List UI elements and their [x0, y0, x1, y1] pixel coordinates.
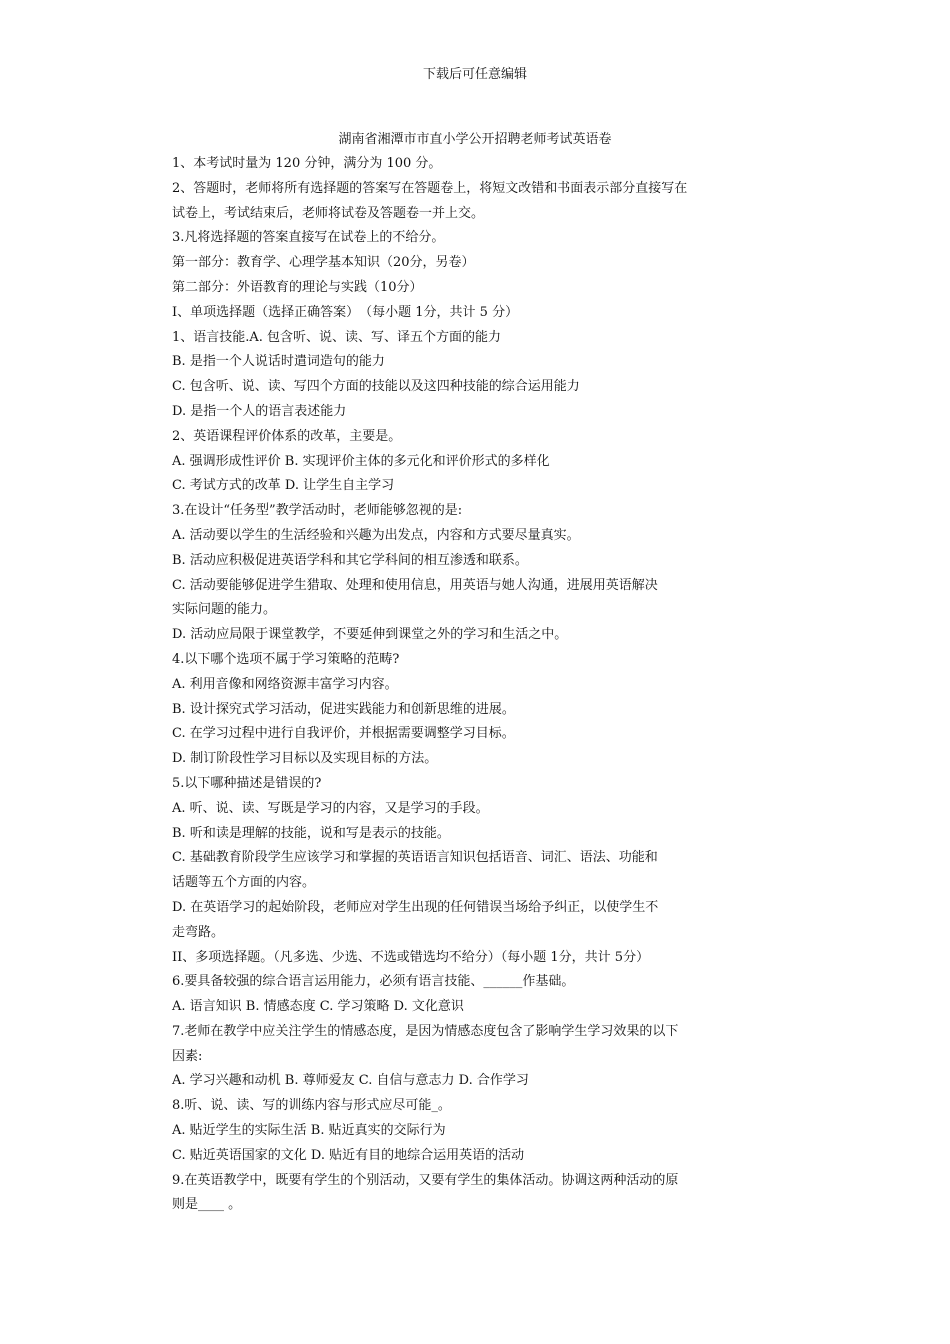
document-body [172, 152, 772, 1218]
option-line: A. 听、说、读、写既是学习的内容，又是学习的手段。 [172, 800, 489, 816]
text-line: 1、本考试时量为 120 分钟，满分为 100 分。 [172, 156, 442, 171]
section-heading: 第一部分：教育学、心理学基本知识（20分，另卷） [172, 255, 475, 271]
question-group-heading: I、单项选择题（选择正确答案） （每小题 1分，共计 5 分） [172, 304, 519, 320]
header-note: 下载后可任意编辑 [422, 67, 527, 82]
text-line: 2、答题时，老师将所有选择题的答案写在答题卷上，将短文改错和书面表示部分直接写在 [172, 180, 688, 196]
question-line: 因素: [172, 1048, 203, 1064]
option-line: 实际问题的能力。 [172, 602, 277, 618]
option-line: B. 听和读是理解的技能，说和写是表示的技能。 [172, 825, 450, 841]
option-line: D. 制订阶段性学习目标以及实现目标的方法。 [172, 751, 438, 767]
option-line: C. 包含听、说、读、写四个方面的技能以及这四种技能的综合运用能力 [172, 379, 580, 395]
document-title: 湖南省湘潭市市直小学公开招聘老师考试英语卷 [338, 132, 612, 147]
section-heading: 第二部分：外语教育的理论与实践（10分） [172, 279, 423, 295]
option-line: A. 语言知识 B. 情感态度 C. 学习策略 D. 文化意识 [172, 999, 464, 1015]
option-line: A. 贴近学生的实际生活 B. 贴近真实的交际行为 [172, 1123, 446, 1139]
text-line: 试卷上，考试结束后，老师将试卷及答题卷一并上交。 [172, 205, 485, 221]
option-line: D. 活动应局限于课堂教学，不要延伸到课堂之外的学习和生活之中。 [172, 627, 568, 643]
question-line: 5.以下哪种描述是错误的? [172, 775, 322, 791]
option-line: A. 利用音像和网络资源丰富学习内容。 [172, 676, 398, 692]
question-line: 9.在英语教学中，既要有学生的个别活动，又要有学生的集体活动。协调这两种活动的原 [172, 1172, 679, 1188]
option-line: C. 基础教育阶段学生应该学习和掌握的英语语言知识包括语音、词汇、语法、功能和 [172, 850, 658, 866]
question-line: 3.在设计“任务型”教学活动时，老师能够忽视的是: [172, 503, 463, 519]
option-line: C. 考试方式的改革 D. 让学生自主学习 [172, 478, 395, 494]
option-line: C. 在学习过程中进行自我评价，并根据需要调整学习目标。 [172, 726, 515, 742]
option-line: C. 活动要能够促进学生猎取、处理和使用信息，用英语与她人沟通，进展用英语解决 [172, 577, 658, 593]
option-line: C. 贴近英语国家的文化 D. 贴近有目的地综合运用英语的活动 [172, 1147, 525, 1163]
option-line: B. 设计探究式学习活动，促进实践能力和创新思维的进展。 [172, 701, 515, 717]
question-line: 2、英语课程评价体系的改革，主要是。 [172, 428, 402, 444]
text-line: 3.凡将选择题的答案直接写在试卷上的不给分。 [172, 230, 445, 246]
question-line: 8.听、说、读、写的训练内容与形式应尽可能_。 [172, 1098, 451, 1114]
question-line: 则是____ 。 [172, 1197, 242, 1213]
option-line: A. 强调形成性评价 B. 实现评价主体的多元化和评价形式的多样化 [172, 453, 550, 469]
option-line: D. 在英语学习的起始阶段，老师应对学生出现的任何错误当场给予纠正，以使学生不 [172, 899, 659, 915]
question-line: 1、语言技能.A. 包含听、说、读、写、译五个方面的能力 [172, 329, 502, 345]
option-line: B. 活动应积极促进英语学科和其它学科间的相互渗透和联系。 [172, 552, 528, 568]
option-line: A. 学习兴趣和动机 B. 尊师爱友 C. 自信与意志力 D. 合作学习 [172, 1073, 529, 1089]
option-line: A. 活动要以学生的生活经验和兴趣为出发点，内容和方式要尽量真实。 [172, 527, 580, 543]
question-line: 7.老师在教学中应关注学生的情感态度，是因为情感态度包含了影响学生学习效果的以下 [172, 1023, 679, 1039]
option-line: B. 是指一个人说话时遣词造句的能力 [172, 354, 385, 370]
question-group-heading: II、多项选择题。（凡多选、少选、不选或错选均不给分）（每小题 1分，共计 5分） [172, 949, 650, 965]
option-line: 走弯路。 [172, 924, 225, 940]
question-line: 6.要具备较强的综合语言运用能力，必须有语言技能、______作基础。 [172, 974, 575, 990]
option-line: D. 是指一个人的语言表述能力 [172, 403, 347, 419]
question-line: 4.以下哪个选项不属于学习策略的范畴? [172, 651, 400, 667]
option-line: 话题等五个方面的内容。 [172, 875, 316, 891]
